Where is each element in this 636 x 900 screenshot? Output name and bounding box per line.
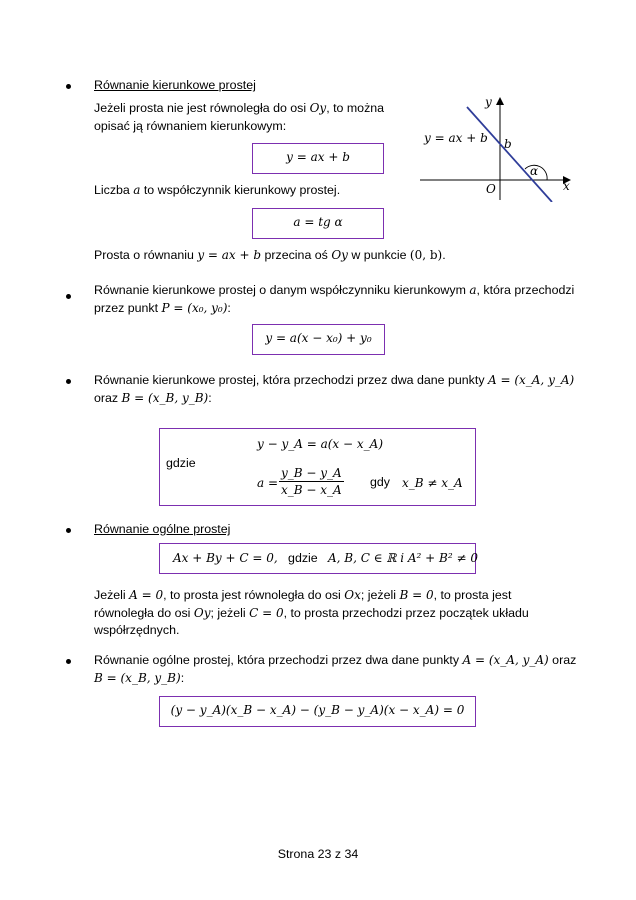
page-number: Strona 23 z 34 xyxy=(277,847,359,861)
where-label: gdzie xyxy=(166,456,196,470)
paragraph-line: opisać ją równaniem kierunkowym: xyxy=(94,119,287,133)
fraction-numerator: y_B − y_A xyxy=(281,466,342,480)
intercept-label: b xyxy=(504,137,512,151)
x-axis-label: x xyxy=(563,179,570,193)
line-label: y = ax + b xyxy=(424,131,488,145)
paragraph-line: Równanie kierunkowe prostej, która przechodzi przez dwa dane punkty A = (x_A, y_A) xyxy=(94,373,575,387)
paragraph-line: współrzędnych. xyxy=(94,623,180,637)
paragraph-line: przez punkt P = (x₀, y₀): xyxy=(94,301,231,315)
paragraph-line: oraz B = (x_B, y_B): xyxy=(94,391,212,405)
y-axis-label: y xyxy=(485,95,492,109)
slope-fraction xyxy=(279,466,344,497)
bullet xyxy=(66,84,71,89)
fraction xyxy=(279,466,344,497)
slope-diagram xyxy=(412,92,582,202)
origin-label: O xyxy=(486,182,496,196)
formula-point-slope: y = a(x − x₀) + y₀ xyxy=(265,331,372,345)
paragraph-line: Jeżeli A = 0, to prosta jest równoległa do osi Ox; jeżeli B = 0, to prosta jest xyxy=(94,588,512,602)
formula-two-point-slope: y − y_A = a(x − x_A) xyxy=(257,437,383,451)
graph-line xyxy=(467,107,552,202)
condition-math: x_B ≠ x_A xyxy=(402,476,463,490)
fraction-denominator: x_B − x_A xyxy=(281,483,342,497)
angle-label: α xyxy=(530,164,539,178)
paragraph-line: B = (x_B, y_B): xyxy=(94,671,185,685)
paragraph-line: Równanie kierunkowe prostej o danym współczynniku kierunkowym a, która przechodzi xyxy=(94,283,575,297)
paragraph-line: Jeżeli prosta nie jest równoległa do osi Oy, to można xyxy=(94,101,385,115)
formula-slope-intercept: y = ax + b xyxy=(286,150,350,164)
condition-label: gdy xyxy=(370,475,390,489)
slope-equals: a = xyxy=(257,476,279,490)
paragraph-line: Prosta o równaniu y = ax + b przecina oś Oy w punkcie (0, b). xyxy=(94,248,446,262)
bullet xyxy=(66,379,71,384)
formula-slope-tangent: a = tg α xyxy=(293,215,343,229)
bullet xyxy=(66,528,71,533)
paragraph-line: Równanie ogólne prostej, która przechodzi przez dwa dane punkty A = (x_A, y_A) oraz xyxy=(94,653,577,667)
formula-general-two-points: (y − y_A)(x_B − x_A) − (y_B − y_A)(x − x_A) = 0 xyxy=(170,703,465,717)
paragraph-line: Liczba a to współczynnik kierunkowy prostej. xyxy=(94,183,341,197)
bullet xyxy=(66,294,71,299)
paragraph-line: równoległa do osi Oy; jeżeli C = 0, to prosta przechodzi przez początek układu xyxy=(94,606,529,620)
bullet xyxy=(66,659,71,664)
formula-general: Ax + By + C = 0, gdzie A, B, C ∈ ℝ i A² + B² ≠ 0 xyxy=(173,551,478,565)
section-heading-general-form: Równanie ogólne prostej xyxy=(94,522,231,536)
section-heading-slope-form: Równanie kierunkowe prostej xyxy=(94,78,256,92)
